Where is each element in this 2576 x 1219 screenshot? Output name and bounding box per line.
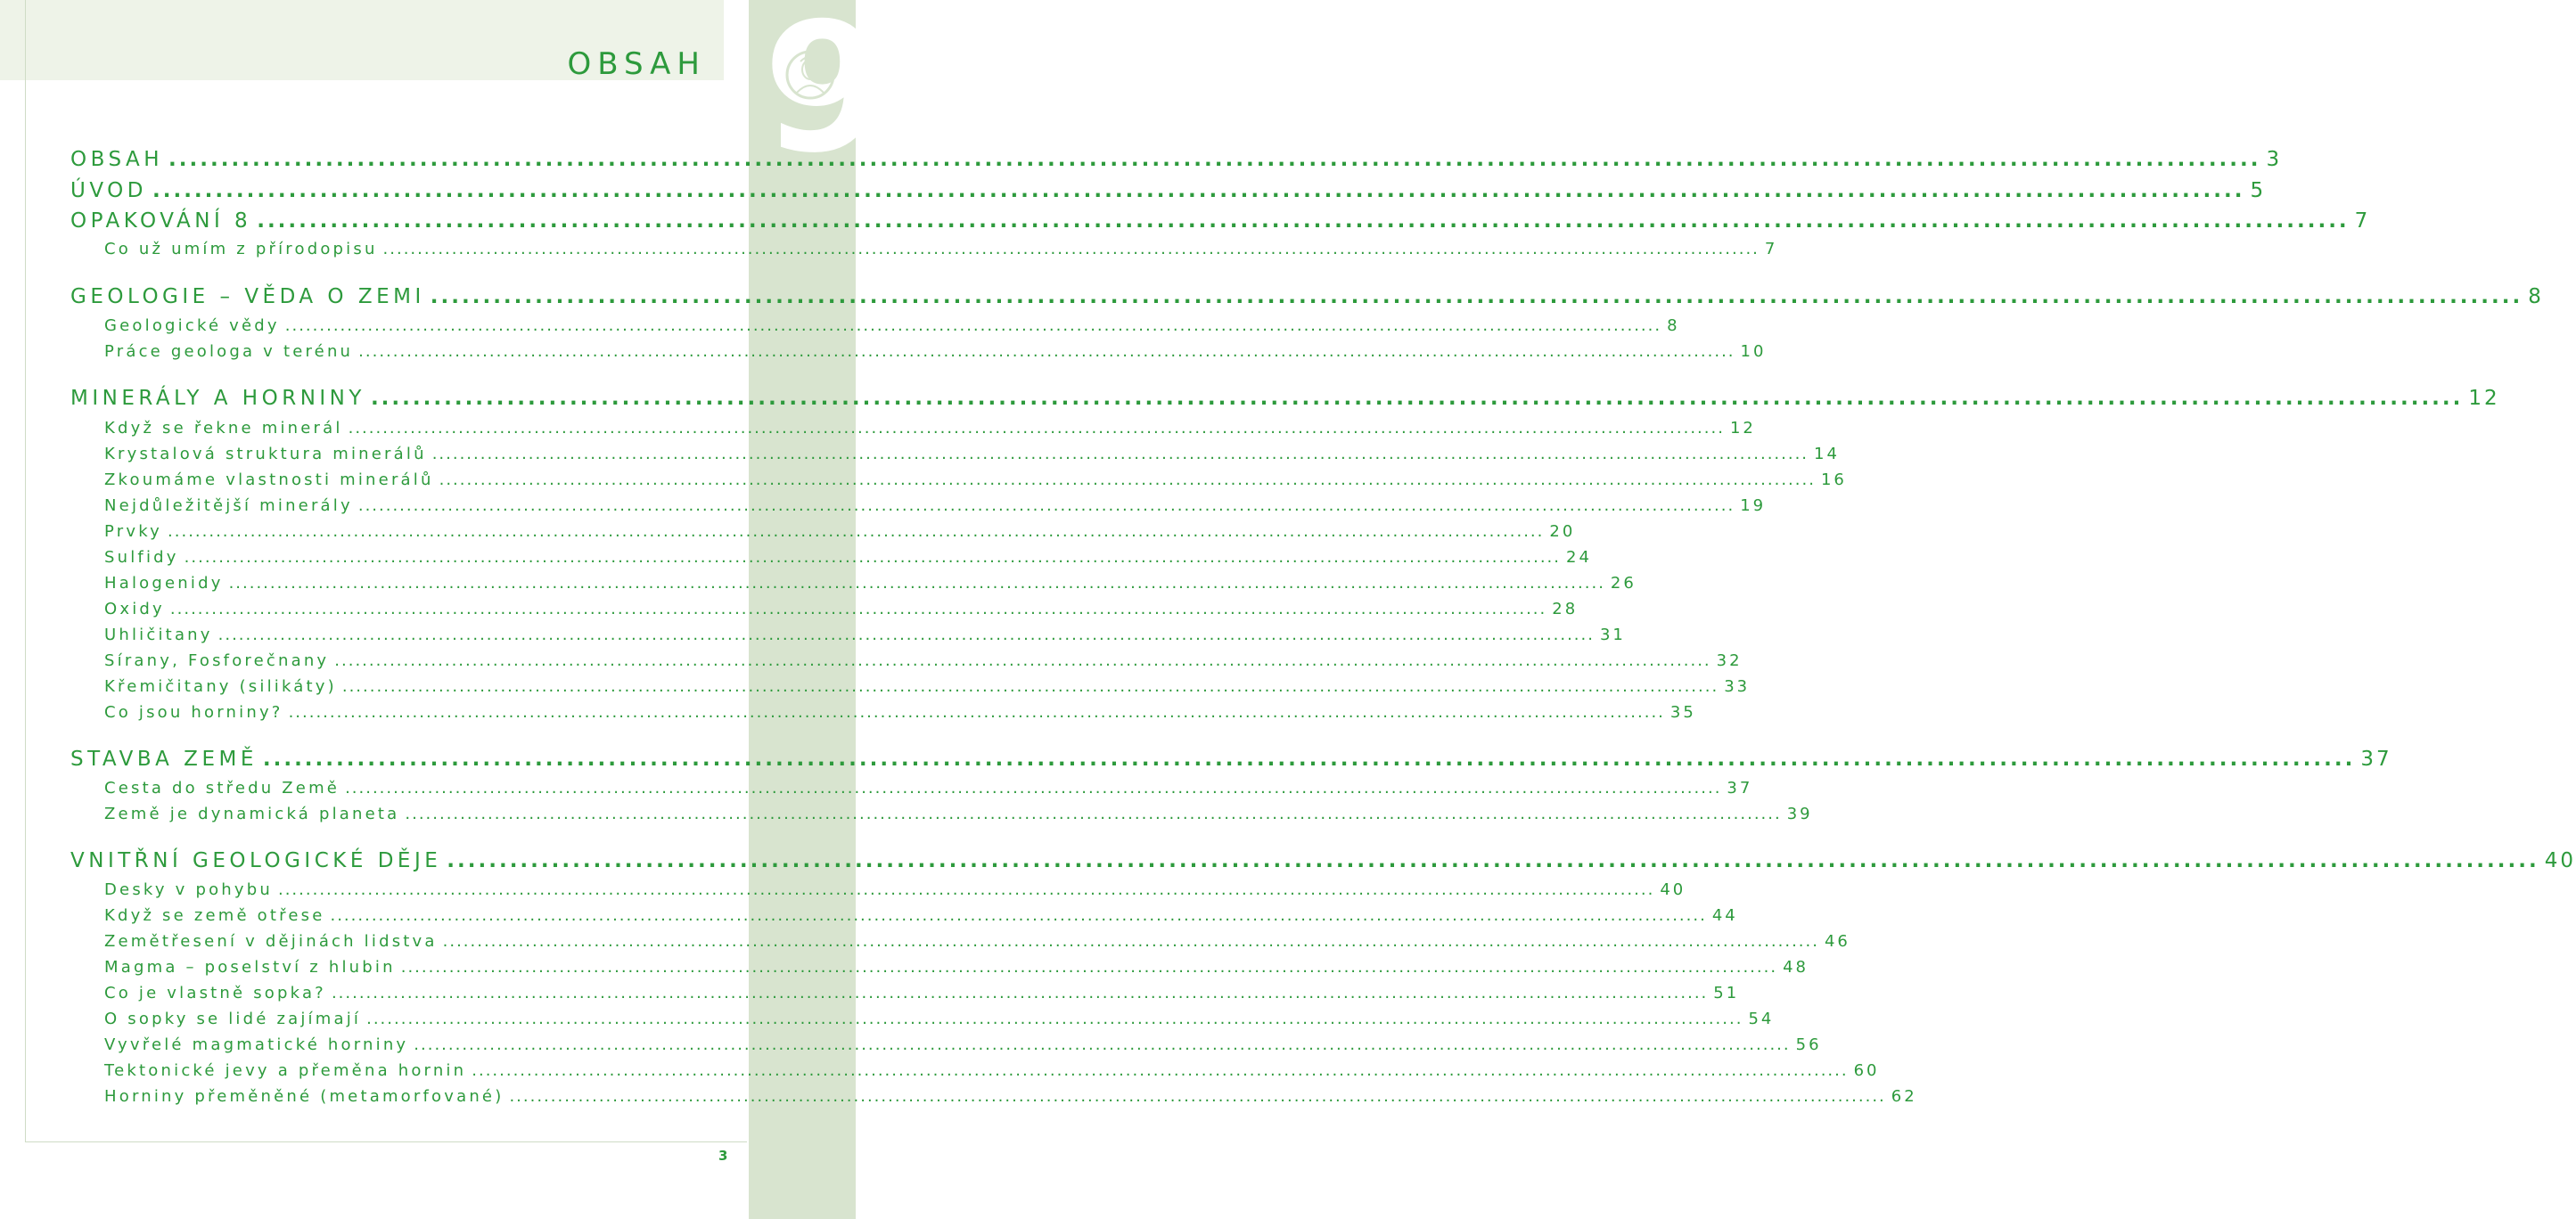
toc-page-number: 12 xyxy=(2468,387,2500,410)
dot-leader xyxy=(509,1087,1885,1106)
toc-page-number: 46 xyxy=(1824,932,1850,951)
toc-page-number: 51 xyxy=(1713,984,1740,1002)
toc-page-number: 10 xyxy=(1740,342,1767,361)
toc-entry xyxy=(104,651,1743,670)
toc-page-number: 8 xyxy=(2528,285,2544,308)
toc-entry xyxy=(104,932,1850,951)
dot-leader xyxy=(431,285,2523,308)
toc-entry xyxy=(104,316,1680,335)
toc-entry xyxy=(104,1061,1880,1080)
dot-leader xyxy=(278,880,1654,899)
toc-page-number: 16 xyxy=(1820,470,1847,489)
dot-leader xyxy=(405,805,1781,823)
toc-entry xyxy=(104,703,1696,722)
toc-title: Co je vlastně sopka? xyxy=(104,984,326,1002)
toc-page-number: 39 xyxy=(1786,805,1813,823)
toc-chapter xyxy=(70,387,2500,410)
dot-leader xyxy=(168,522,1544,541)
dot-leader xyxy=(414,1035,1790,1054)
dot-leader xyxy=(342,677,1719,696)
toc-title: OPAKOVÁNÍ 8 xyxy=(70,209,252,233)
dot-leader xyxy=(289,703,1665,722)
toc-entry xyxy=(104,600,1579,618)
toc-title: OBSAH xyxy=(70,148,164,171)
dot-leader xyxy=(263,748,2355,771)
toc-title: O sopky se lidé zajímají xyxy=(104,1010,362,1028)
toc-entry xyxy=(104,805,1813,823)
dot-leader xyxy=(330,906,1706,925)
toc-entry xyxy=(104,1087,1917,1106)
toc-page-number: 12 xyxy=(1729,419,1756,438)
dot-leader xyxy=(332,984,1708,1002)
toc-title: Sulfidy xyxy=(104,548,179,567)
toc-entry xyxy=(104,958,1809,977)
toc-title: Zemětřesení v dějinách lidstva xyxy=(104,932,438,951)
toc-title: Sírany, Fosforečnany xyxy=(104,651,330,670)
toc-chapter xyxy=(70,849,2576,872)
toc-page-number: 40 xyxy=(1660,880,1686,899)
toc-title: Desky v pohybu xyxy=(104,880,273,899)
toc-page-number: 5 xyxy=(2250,179,2267,202)
toc-page-number: 44 xyxy=(1711,906,1738,925)
toc-chapter xyxy=(70,748,2392,771)
toc-page-number: 14 xyxy=(1814,445,1840,463)
dot-leader xyxy=(358,342,1735,361)
toc-chapter xyxy=(70,209,2371,233)
toc-page-number: 40 xyxy=(2544,849,2576,872)
toc-page-number: 37 xyxy=(2360,748,2392,771)
toc-title: STAVBA ZEMĚ xyxy=(70,748,258,771)
toc-title: Halogenidy xyxy=(104,574,224,593)
toc-page-number: 8 xyxy=(1667,316,1680,335)
toc-page-number: 48 xyxy=(1783,958,1809,977)
dot-leader xyxy=(152,179,2244,202)
toc-title: Horniny přeměněné (metamorfované) xyxy=(104,1087,505,1106)
dot-leader xyxy=(439,470,1816,489)
toc-entry xyxy=(104,522,1576,541)
toc-entry xyxy=(104,626,1626,644)
dot-leader xyxy=(383,240,1760,258)
toc-chapter xyxy=(70,179,2267,202)
toc-page-number: 56 xyxy=(1795,1035,1822,1054)
dot-leader xyxy=(170,600,1546,618)
toc-entry xyxy=(104,984,1740,1002)
dot-leader xyxy=(334,651,1710,670)
toc-title: Země je dynamická planeta xyxy=(104,805,400,823)
dot-leader xyxy=(472,1061,1848,1080)
toc-entry xyxy=(104,419,1756,438)
toc-chapter xyxy=(70,285,2544,308)
toc-entry xyxy=(104,240,1778,258)
toc-page-number: 62 xyxy=(1891,1087,1917,1106)
toc-entry xyxy=(104,470,1847,489)
toc-title: Cesta do středu Země xyxy=(104,779,340,798)
toc-page-number: 20 xyxy=(1549,522,1576,541)
toc-page-number: 33 xyxy=(1724,677,1751,696)
portrait-emblem-icon xyxy=(783,39,838,127)
dot-leader xyxy=(443,932,1819,951)
toc-entry xyxy=(104,548,1592,567)
toc-page-number: 60 xyxy=(1853,1061,1880,1080)
toc-title: Nejdůležitější minerály xyxy=(104,496,353,515)
toc-entry xyxy=(104,1010,1775,1028)
dot-leader xyxy=(349,419,1725,438)
dot-leader xyxy=(358,496,1735,515)
dot-leader xyxy=(371,387,2463,410)
toc-title: Co už umím z přírodopisu xyxy=(104,240,378,258)
toc-title: Vyvřelé magmatické horniny xyxy=(104,1035,409,1054)
toc-title: Když se země otřese xyxy=(104,906,325,925)
toc-entry xyxy=(104,445,1840,463)
toc-title: ÚVOD xyxy=(70,179,147,202)
dot-leader xyxy=(218,626,1595,644)
toc-title: Tektonické jevy a přeměna hornin xyxy=(104,1061,467,1080)
toc-entry xyxy=(104,496,1767,515)
dot-leader xyxy=(168,148,2260,171)
toc-page-number: 37 xyxy=(1727,779,1753,798)
toc-title: Geologické vědy xyxy=(104,316,280,335)
dot-leader xyxy=(257,209,2349,233)
dot-leader xyxy=(401,958,1777,977)
toc-page-number: 3 xyxy=(2266,148,2283,171)
toc-entry xyxy=(104,880,1686,899)
toc-title: GEOLOGIE – VĚDA O ZEMI xyxy=(70,285,425,308)
toc-title: Uhličitany xyxy=(104,626,213,644)
toc-title: Magma – poselství z hlubin xyxy=(104,958,396,977)
toc-title: Křemičitany (silikáty) xyxy=(104,677,337,696)
toc-entry xyxy=(104,677,1751,696)
toc-title: Oxidy xyxy=(104,600,165,618)
toc-page-number: 54 xyxy=(1748,1010,1775,1028)
toc-page-number: 26 xyxy=(1610,574,1637,593)
dot-leader xyxy=(229,574,1605,593)
toc-page-number: 24 xyxy=(1566,548,1592,567)
dot-leader xyxy=(285,316,1661,335)
toc-page-number: 32 xyxy=(1716,651,1743,670)
toc-title: MINERÁLY A HORNINY xyxy=(70,387,365,410)
toc-page-number: 19 xyxy=(1740,496,1767,515)
toc-title: Prvky xyxy=(104,522,163,541)
toc-entry xyxy=(104,574,1637,593)
toc-entry xyxy=(104,779,1753,798)
toc-chapter xyxy=(70,148,2283,171)
toc-title: VNITŘNÍ GEOLOGICKÉ DĚJE xyxy=(70,849,442,872)
dot-leader xyxy=(366,1010,1743,1028)
toc-page-number: 31 xyxy=(1599,626,1626,644)
toc-entry xyxy=(104,906,1738,925)
page-title: OBSAH xyxy=(567,46,706,82)
toc-title: Krystalová struktura minerálů xyxy=(104,445,427,463)
toc-page-number: 7 xyxy=(2354,209,2371,233)
page-number: 3 xyxy=(718,1148,728,1164)
toc-page-number: 35 xyxy=(1669,703,1696,722)
toc-page-number: 7 xyxy=(1764,240,1778,258)
grade-number: 9 xyxy=(763,0,884,192)
dot-leader xyxy=(432,445,1809,463)
toc-title: Co jsou horniny? xyxy=(104,703,283,722)
toc-page-number: 28 xyxy=(1552,600,1579,618)
dot-leader xyxy=(185,548,1561,567)
toc-entry xyxy=(104,342,1767,361)
toc-entry xyxy=(104,1035,1822,1054)
dot-leader xyxy=(345,779,1721,798)
dot-leader xyxy=(447,849,2539,872)
toc-title: Práce geologa v terénu xyxy=(104,342,354,361)
toc-title: Zkoumáme vlastnosti minerálů xyxy=(104,470,434,489)
toc-title: Když se řekne minerál xyxy=(104,419,343,438)
